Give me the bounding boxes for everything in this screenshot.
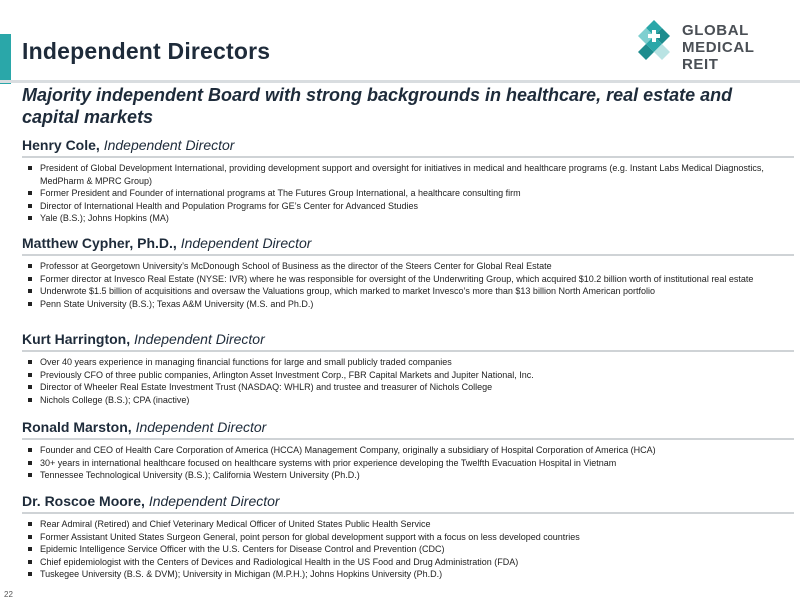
director-heading	[22, 234, 794, 252]
logo-line2: MEDICAL REIT	[682, 39, 755, 73]
director-heading	[22, 492, 794, 510]
director-section-harrington	[22, 330, 794, 406]
logo-wordmark	[682, 22, 792, 73]
logo-line1: GLOBAL	[682, 22, 749, 39]
director-heading	[22, 136, 794, 154]
director-role: Independent Director	[148, 493, 280, 509]
list-item: Former Assistant United States Surgeon General, point person for global development support with a focus on less developed countries	[28, 531, 794, 544]
director-section-marston	[22, 418, 794, 482]
list-item: Director of International Health and Population Programs for GE’s Center for Advanced Studies	[28, 200, 794, 213]
list-item: 30+ years in international healthcare focused on healthcare systems with prior experience developing the Twelfth Evacuation Hospital in Vietnam	[28, 457, 794, 470]
list-item: Penn State University (B.S.); Texas A&M University (M.S. and Ph.D.)	[28, 298, 794, 311]
header-divider	[0, 80, 800, 83]
bullet-list	[22, 444, 794, 482]
section-divider	[22, 156, 794, 158]
director-name: Kurt Harrington,	[22, 331, 131, 347]
list-item: Founder and CEO of Health Care Corporation of America (HCCA) Management Company, originally a subsidiary of Hospital Corporation of America (HCA)	[28, 444, 794, 457]
list-item: Nichols College (B.S.); CPA (inactive)	[28, 394, 794, 407]
accent-bar	[0, 34, 11, 84]
company-logo	[632, 18, 792, 73]
list-item: Previously CFO of three public companies, Arlington Asset Investment Corp., FBR Capital Markets and Jupiter National, Inc.	[28, 369, 794, 382]
director-role: Independent Director	[103, 137, 235, 153]
director-name: Ronald Marston,	[22, 419, 132, 435]
section-divider	[22, 438, 794, 440]
director-section-moore	[22, 492, 794, 581]
list-item: Underwrote $1.5 billion of acquisitions and oversaw the Valuations group, which marked to market Invesco’s more than $13 billion North American portfolio	[28, 285, 794, 298]
director-heading	[22, 330, 794, 348]
list-item: Rear Admiral (Retired) and Chief Veterinary Medical Officer of United States Public Health Service	[28, 518, 794, 531]
section-divider	[22, 512, 794, 514]
list-item: Director of Wheeler Real Estate Investment Trust (NASDAQ: WHLR) and trustee and treasurer of Nichols College	[28, 381, 794, 394]
director-section-cole	[22, 136, 794, 225]
director-role: Independent Director	[180, 235, 312, 251]
bullet-list	[22, 518, 794, 581]
page-subtitle: Majority independent Board with strong backgrounds in healthcare, real estate and capital markets	[22, 85, 733, 127]
director-role: Independent Director	[135, 419, 267, 435]
director-section-cypher	[22, 234, 794, 310]
list-item: Former director at Invesco Real Estate (NYSE: IVR) where he was responsible for oversight of the Underwriting Group, which acquired $10.2 billion worth of institutional real estate	[28, 273, 794, 286]
bullet-list	[22, 162, 794, 225]
bullet-list	[22, 260, 794, 310]
section-divider	[22, 254, 794, 256]
list-item: President of Global Development International, providing development support and oversight for initiatives in medical and healthcare programs (e.g. Instant Labs Medical Diagnostics, MedPharm & MPRC Group)	[28, 162, 794, 187]
list-item: Tuskegee University (B.S. & DVM); University in Michigan (M.P.H.); Johns Hopkins University (Ph.D.)	[28, 568, 794, 581]
director-heading	[22, 418, 794, 436]
list-item: Professor at Georgetown University’s McDonough School of Business as the director of the Steers Center for Global Real Estate	[28, 260, 794, 273]
list-item: Former President and Founder of international programs at The Futures Group International, a healthcare consulting firm	[28, 187, 794, 200]
list-item: Yale (B.S.); Johns Hopkins (MA)	[28, 212, 794, 225]
director-name: Henry Cole,	[22, 137, 100, 153]
bullet-list	[22, 356, 794, 406]
list-item: Epidemic Intelligence Service Officer with the U.S. Centers for Disease Control and Prevention (CDC)	[28, 543, 794, 556]
page-title: Independent Directors	[22, 38, 271, 64]
director-name: Matthew Cypher, Ph.D.,	[22, 235, 177, 251]
page-number: 22	[4, 590, 13, 599]
director-role: Independent Director	[134, 331, 265, 347]
list-item: Over 40 years experience in managing financial functions for large and small publicly traded companies	[28, 356, 794, 369]
medical-cross-logo-icon	[632, 18, 676, 62]
list-item: Chief epidemiologist with the Centers of Devices and Radiological Health in the US Food and Drug Administration (FDA)	[28, 556, 794, 569]
list-item: Tennessee Technological University (B.S.); California Western University (Ph.D.)	[28, 469, 794, 482]
director-name: Dr. Roscoe Moore,	[22, 493, 145, 509]
section-divider	[22, 350, 794, 352]
